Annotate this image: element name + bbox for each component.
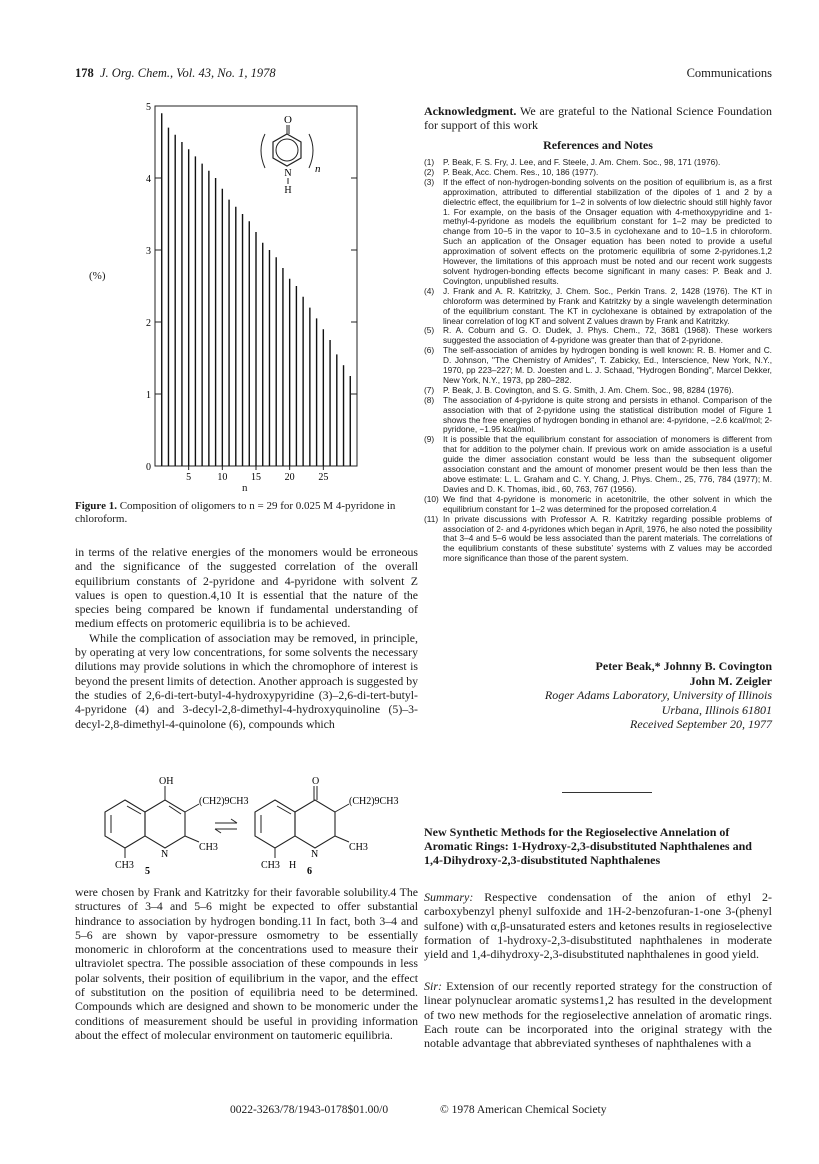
caption-text: Composition of oligomers to n = 29 for 0.025 M 4-pyridone in chloroform.: [75, 500, 396, 525]
figure-caption: [75, 500, 415, 526]
chart-ticks: [146, 102, 357, 483]
reference-text: P. Beak, F. S. Fry, J. Lee, and F. Steele, J. Am. Chem. Soc., 98, 171 (1976).: [443, 157, 721, 167]
reference-number: (1): [424, 157, 435, 167]
nitrogen-label-6: N: [311, 849, 319, 860]
y-axis-label: (%): [89, 270, 106, 282]
footer-code: 0022-3263/78/1943-0178$01.00/0: [230, 1104, 389, 1116]
section-divider: [562, 792, 652, 793]
reference-number: (10): [424, 493, 439, 504]
journal-citation: J. Org. Chem., Vol. 43, No. 1, 1978: [100, 66, 276, 80]
author-names-2: John M. Zeigler: [689, 673, 772, 688]
y-tick-label: 1: [146, 390, 151, 401]
reference-text: In private discussions with Professor A. R. Katritzky regarding possible problems of association of 2- and 4-pyridones which began in April, 1976, he also noted the possibility that 3–4 and 5–6 would be less associated than the parent materials. The correlations of the equilibrium constants of these substitute’ systems with Z values may be accorded more significance than those of the parent system.: [443, 513, 772, 564]
reference-text: P. Beak, J. B. Covington, and S. G. Smith, J. Am. Chem. Soc., 98, 8284 (1976).: [443, 384, 734, 395]
chain-label-6: (CH2)9CH3: [349, 796, 399, 807]
reference-item: [424, 178, 772, 287]
methyl-label-5a: CH3: [199, 842, 218, 853]
reference-number: (11): [424, 513, 439, 524]
summary-text: Respective condensation of the anion of ethyl 2-carboxybenzyl phenyl sulfoxide and 1H-2-benzofuran-1-one 3-(phenyl sulfone) with α,β-unsaturated esters and ketones results in regioselective formation of 1-hydroxy-2,3-disubstituted naphthalenes in moderate yield and 1,4-dihydroxy-2,3-disubstituted naphthalenes in good yield.: [424, 890, 773, 962]
left-column-text: [75, 545, 418, 731]
ack-heading: Acknowledgment.: [424, 104, 517, 118]
reference-item: [424, 435, 772, 494]
sir-label: Sir:: [424, 979, 442, 993]
references-list: [424, 158, 772, 564]
references-heading: References and Notes: [543, 138, 653, 152]
chart-bars: [162, 113, 351, 466]
x-tick-label: 20: [284, 472, 295, 483]
y-tick-label: 0: [146, 462, 151, 473]
left-paragraph-2: While the complication of association may be removed, in principle, by operating at very low concentrations, for some solvents the necessary dilutions may provide solutions in which the chromophore of interest is beyond the present limits of detection. Another approach is suggested by the studies of 2,6-di-tert-butyl-4-hydroxypyridine (3)–2,6-di-tert-butyl-4-pyridone (4) and 3-decyl-2,8-dimethyl-4-hydroxyquinoline (5)–3-decyl-2,8-dimethyl-4-quinolone (6), compounds which: [75, 630, 419, 731]
y-tick-label: 2: [146, 318, 151, 329]
ack-text: We are grateful to the National Science Foundation for support of this work: [424, 104, 772, 132]
methyl-label-5b: CH3: [115, 860, 134, 871]
reference-text: If the effect of non-hydrogen-bonding solvents on the position of equilibrium is, as a first approximation, attributed to differential stabilization of the dipoles of 1 and 2 by a dielectric effect, the equilibrium for 1–2 in solvents of low dielectric should still highly favor 1. For example, on the basis of the Onsager equation with 4-methoxypyridine and 1-methyl-4-pyridone as models the equilibrium constant for 1–2 may be predicted to change from 10−5 in the vapor to 10−3.5 in cyclohexane and to 10−1.5 in chloroform. Such an application of the Onsager equation has been noted to provide a useful approximation of solvent effects on the protomeric equilibria of some 2-pyridones.1,2 However, the limitations of this approach must be noted and our recent work suggests solvent hydrogen-bonding effects become significant in many cases: P. Beak and J. Covington, unpublished results.: [443, 176, 772, 286]
hydroxyl-label: OH: [159, 776, 174, 787]
reference-text: We find that 4-pyridone is monomeric in acetonitrile, the other solvent in which the equilibrium constant for 1–2 was determined for the proposed correlation.4: [443, 493, 772, 514]
acknowledgment: [424, 104, 772, 132]
received-date: Received September 20, 1977: [630, 717, 772, 731]
inset-hydrogen: H: [284, 185, 292, 196]
reference-number: (9): [424, 434, 435, 445]
left-column-continued: [75, 885, 418, 1042]
sir-text: Extension of our recently reported strategy for the construction of linear polynuclear aromatic systems1,2 has resulted in the development of two new methods for the regioselective annelation of aromatic rings. Each route can be incorporated into the original strategy with the notable advantage that abbreviated syntheses of naphthalenes with a: [424, 979, 773, 1051]
inset-oxygen: O: [284, 114, 292, 126]
x-tick-label: 10: [217, 472, 228, 483]
x-tick-label: 5: [186, 472, 192, 483]
structure-6: [255, 776, 398, 877]
y-tick-label: 5: [146, 102, 151, 113]
summary-label: Summary:: [424, 890, 474, 904]
next-article-body: [424, 979, 772, 1050]
chain-label-5: (CH2)9CH3: [199, 796, 249, 807]
left-paragraph-3: were chosen by Frank and Katritzky for their favorable solubility.4 The structures of 3–4 and 5–6 might be expected to offer substantial hindrance to association by hydrogen bonding.11 In fact, both 3–4 and 5–6 are shown by vapor-pressure osmometry to be essentially monomeric in chloroform at the concentrations used to measure their ultraviolet spectra. The possible association of these compounds in less polar solvents, their position of equilibrium in the vapor, and the effect of substitution on the position of equilibria need to be determined. Compounds which are designed and shown to be monomeric under the conditions of measurement should be useful in providing information about the effect of molecular environment on tautomeric equilibria.: [75, 885, 418, 1042]
affiliation-1: Roger Adams Laboratory, University of Illinois: [544, 688, 772, 702]
carbonyl-label: O: [312, 776, 320, 787]
figure-1-chart: [75, 98, 420, 498]
caption-label: Figure 1.: [75, 500, 117, 512]
reference-text: R. A. Coburn and G. O. Dudek, J. Phys. Chem., 72, 3681 (1968). These workers suggested the association of 4-pyridone was greater than that of 2-pyridone.: [443, 325, 772, 346]
reference-text: The association of 4-pyridone is quite strong and persists in ethanol. Comparison of the association with that of 2-pyridone using the statistical distribution model of Figure 1 shows the free energies of hydrogen bonding in ethanol are: 4-pyridone, −2.6 kcal/mol; 2-pyridone, −1.95 kcal/mol.: [443, 394, 772, 435]
reference-item: [424, 346, 772, 386]
x-tick-label: 25: [318, 472, 329, 483]
reference-text: The self-association of amides by hydrogen bonding is well known: R. B. Homer and C. D. Johnson, "The Chemistry of Amides", T. Zabicky, Ed., Interscience, New York, N.Y., 1970, pp 223–227; M. D. Joesten and L. J. Schaad, "Hydrogen Bonding", Marcel Dekker, New York, N.Y., 1973, pp 280–282.: [443, 345, 772, 385]
reference-number: (7): [424, 384, 435, 395]
methyl-label-6b: CH3: [261, 860, 280, 871]
reference-number: (8): [424, 394, 435, 405]
inset-nitrogen: N: [284, 168, 292, 179]
reference-text: J. Frank and A. R. Katritzky, J. Chem. Soc., Perkin Trans. 2, 1428 (1976). The KT in chloroform was determined by Frank and Katritzky by a single wavelength determination of the equilibrium constant. The KT in cyclohexane is obtained by extrapolation of the linear correlation of log KT and solvent Z values drawn by Frank and Katritzky.: [443, 285, 772, 326]
reference-item: [424, 495, 772, 515]
reference-number: (5): [424, 325, 435, 336]
x-tick-label: 15: [251, 472, 261, 483]
methyl-label-6a: CH3: [349, 842, 368, 853]
reference-text: P. Beak, Acc. Chem. Res., 10, 186 (1977).: [443, 166, 599, 177]
reference-number: (3): [424, 176, 435, 187]
page-number: 178: [75, 66, 94, 80]
structure-5: [105, 776, 248, 877]
left-paragraph-1: in terms of the relative energies of the monomers would be erroneous and the significance of the suggested correlation of the overall equilibrium constants of 2-pyridone and 4-pyridone with solvent Z values is open to question.4,10 It is essential that the nature of the species being compared be known if fundamental understanding of medium effects on protomeric equilibria is to be achieved.: [75, 545, 418, 631]
compound-label-6: 6: [307, 866, 312, 877]
nitrogen-label-5: N: [161, 849, 169, 860]
inset-subscript: n: [315, 163, 321, 175]
reference-text: It is possible that the equilibrium constant for association of monomers is different from that for addition to the polymer chain. If previous work on amide association is a useful guide the dimer association constant would be less than the subsequent oligomer association constant and the amount of monomer present would be then less than the above estimate: L. L. Graham and C. Y. Chang, J. Phys. Chem., 25, 776, 784 (1977); M. Davies and D. K. Thomas, ibid., 60, 763, 767 (1956).: [443, 434, 772, 494]
y-tick-label: 3: [146, 246, 151, 257]
equilibrium-arrows: [215, 819, 237, 833]
reference-item: [424, 326, 772, 346]
section-name: Communications: [686, 66, 772, 80]
reference-item: [424, 515, 772, 565]
reference-item: [424, 396, 772, 436]
nh-hydrogen-label: H: [289, 860, 297, 871]
author-names-1: Peter Beak,* Johnny B. Covington: [595, 659, 772, 673]
affiliation-2: Urbana, Illinois 61801: [661, 702, 772, 717]
author-block: [424, 659, 772, 732]
page-header: [75, 66, 276, 81]
footer-copyright: © 1978 American Chemical Society: [440, 1104, 607, 1116]
compound-label-5: 5: [145, 866, 150, 877]
reference-number: (6): [424, 345, 435, 356]
next-article-summary: [424, 890, 772, 961]
reference-item: [424, 287, 772, 327]
reference-number: (4): [424, 285, 435, 296]
next-article-title: New Synthetic Methods for the Regioselective Annelation of Aromatic Rings: 1-Hydroxy-2,3-disubstituted Naphthalenes and 1,4-Dihydroxy-2,3-disubstituted Naphthalenes: [424, 825, 752, 867]
tautomer-scheme: [75, 770, 418, 880]
y-tick-label: 4: [146, 174, 151, 185]
pyridone-inset-structure: [261, 114, 321, 196]
reference-number: (2): [424, 166, 435, 177]
x-axis-label: n: [242, 482, 248, 494]
